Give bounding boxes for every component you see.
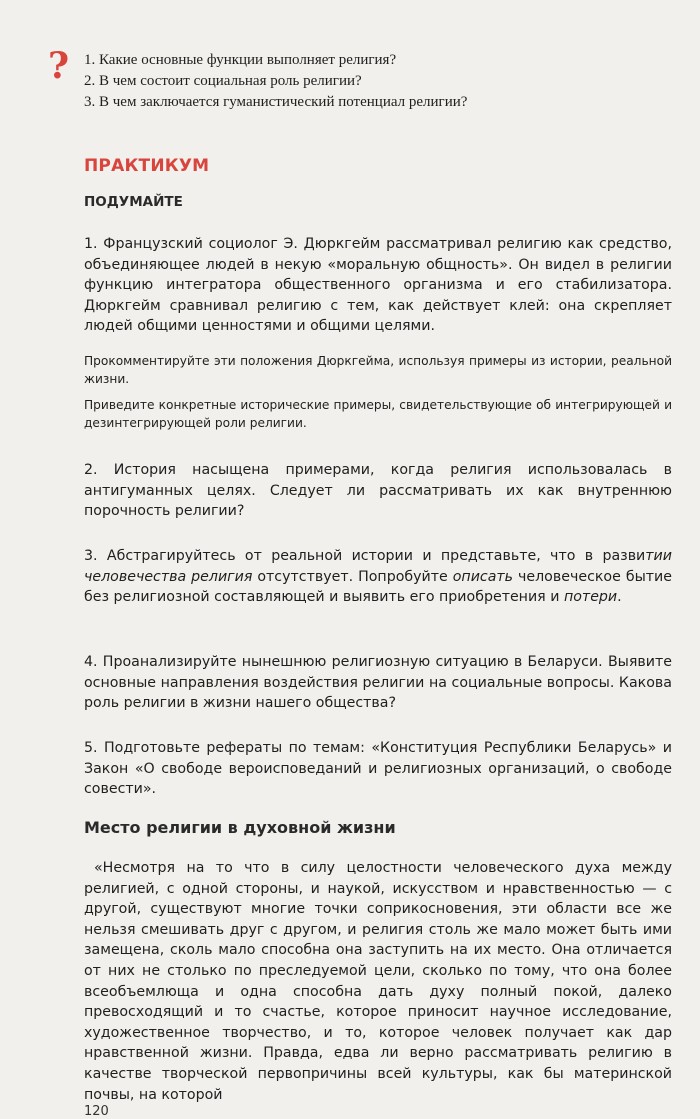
- think-subtitle: ПОДУМАЙТЕ: [84, 194, 183, 210]
- task-4: 4. Проанализируйте нынешнюю религиозную ситуацию в Беларуси. Выявите основные направления воздействия религии на социальные вопросы. Какова роль религии в жизни нашего общества?: [84, 654, 672, 711]
- task-1-note-1: Прокомментируйте эти положения Дюркгейма, используя примеры из истории, реальной жизни.: [84, 354, 672, 386]
- task-2: 2. История насыщена примерами, когда религия использовалась в антигуманных целях. Следует ли рассматривать их как внутреннюю порочность религии?: [84, 462, 672, 519]
- question-mark-icon: ?: [48, 45, 70, 87]
- page-number: 120: [84, 1104, 109, 1119]
- practicum-title: ПРАКТИКУМ: [84, 156, 210, 176]
- task-3-part: человеческое бытие без религиозной составляющей и выявить его приобретения и: [84, 568, 672, 605]
- task-5: 5. Подготовьте рефераты по темам: «Конституция Республики Беларусь» и Закон «О свободе вероисповеданий и религиозных организаций, о свободе совести».: [84, 740, 672, 797]
- task-3-part: .: [617, 589, 622, 605]
- task-3-emphasis: тии человечества религия: [84, 548, 672, 585]
- question-item: 1. Какие основные функции выполняет религия?: [84, 52, 397, 68]
- task-1-note-2: Приведите конкретные исторические примеры, свидетельствующие об интегрирующей и дезинтегрирующей роли религии.: [84, 398, 672, 430]
- question-item: 3. В чем заключается гуманистический потенциал религии?: [84, 94, 468, 110]
- review-questions: [84, 50, 684, 113]
- section-heading: Место религии в духовной жизни: [84, 818, 396, 837]
- task-1: 1. Французский социолог Э. Дюркгейм рассматривал религию как средство, объединяющее людей в некую «моральную общность». Он видел в религии функцию интегратора общественного организма и его стабилизатора. Дюркгейм сравнивал религию с тем, как действует клей: она скрепляет людей общими ценностями и общими целями.: [84, 236, 672, 334]
- task-3-emphasis: описать: [452, 568, 514, 585]
- task-3-emphasis: потери: [563, 589, 618, 605]
- question-item: 2. В чем состоит социальная роль религии?: [84, 73, 362, 89]
- task-3: [84, 546, 672, 608]
- task-3-part: отсутствует. Попробуйте: [252, 568, 453, 585]
- quote-paragraph: «Несмотря на то что в силу целостности человеческого духа между религией, с одной стороны, и наукой, искусством и нравственностью — с другой, существуют многие точки соприкосновения, эти области все же нельзя смешивать друг с другом, и религия столь же мало может быть ими замещена, сколь мало способна она заступить на их место. Она отличается от них не столько по преследуемой цели, сколько по тому, что она более всеобъемлюща и одна способна дать духу полный покой, далеко превосходящий и то счастье, которое приносит научное исследование, художественное творчество, и то, которое человек получает как дар нравственной жизни. Правда, едва ли верно рассматривать религию в качестве творческой первопричины всей культуры, как бы материнской почвы, на которой: [84, 860, 672, 1103]
- task-3-part: 3. Абстрагируйтесь от реальной истории и представьте, что в разви: [84, 548, 646, 564]
